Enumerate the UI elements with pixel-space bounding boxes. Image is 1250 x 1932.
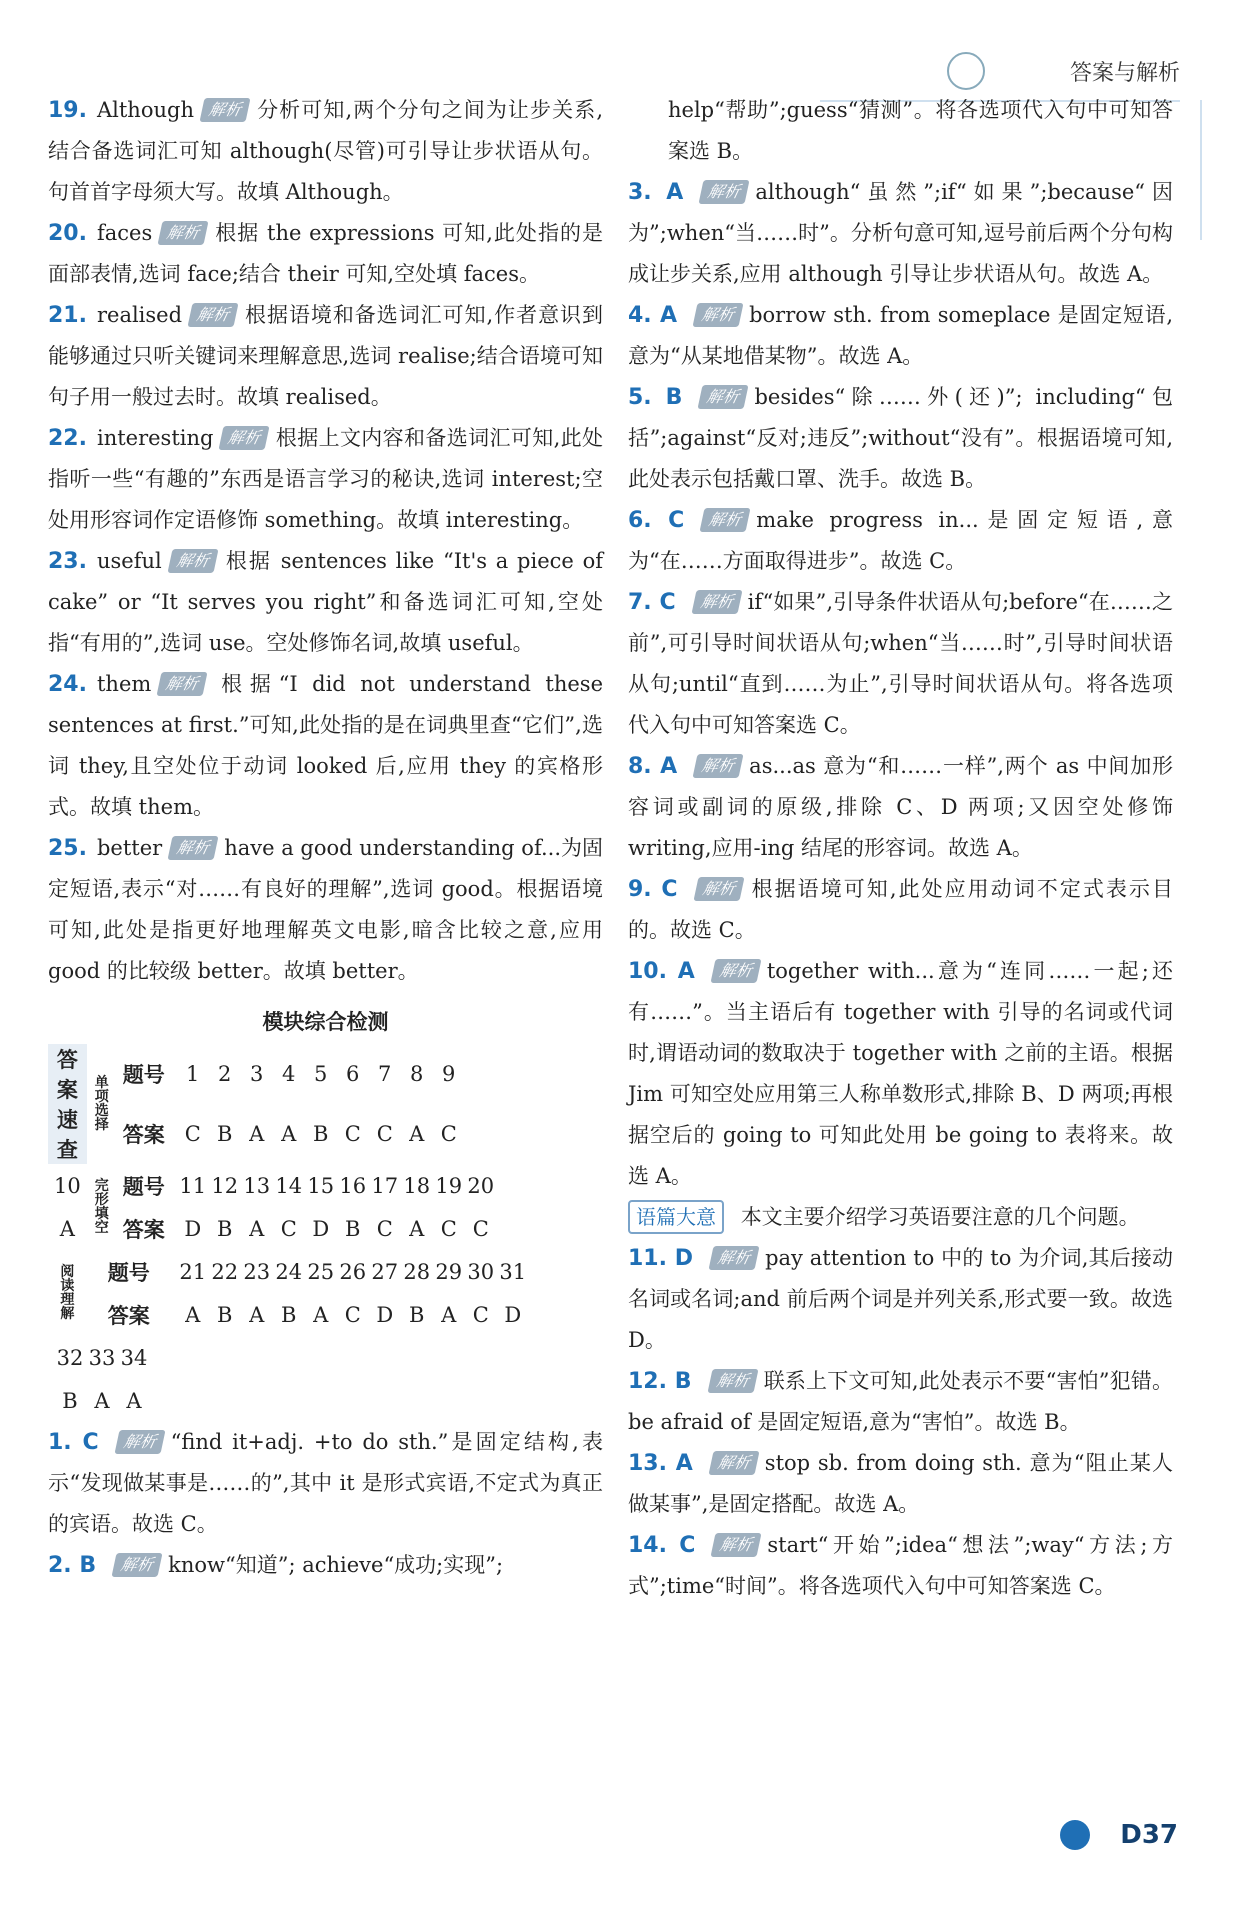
analysis-text: make progress in...是固定短语,意为“在……方面取得进步”。故选 C。 <box>628 508 1173 573</box>
answer-entry <box>628 869 1173 951</box>
q-label-3: 题号 <box>107 1260 150 1285</box>
answer-entry <box>628 1525 1173 1607</box>
table-cell: 32 <box>56 1345 84 1370</box>
analysis-tag: 解析 <box>707 1369 758 1393</box>
q-label-2: 题号 <box>122 1174 165 1199</box>
table-cell: 27 <box>371 1259 399 1284</box>
table-cell: 5 <box>314 1062 328 1086</box>
table-cell: 34 <box>120 1345 148 1370</box>
summary <box>628 1197 1173 1238</box>
answer-entry <box>48 664 603 828</box>
table-cell: C <box>376 1122 393 1146</box>
summary-text: 本文主要介绍学习英语要注意的几个问题。 <box>740 1205 1140 1229</box>
right-intro: help“帮助”;guess“猜测”。将各选项代入句中可知答案选 B。 <box>668 98 1173 163</box>
a-label-3: 答案 <box>107 1303 150 1328</box>
analysis-tag: 解析 <box>698 385 749 409</box>
left-items-2 <box>48 1422 603 1586</box>
analysis-tag: 解析 <box>168 836 219 860</box>
answer-entry <box>628 951 1173 1197</box>
question-number: 1. C <box>48 1430 99 1455</box>
right-column <box>628 90 1173 1607</box>
analysis-tag: 解析 <box>693 303 744 327</box>
table-cell: 29 <box>435 1259 463 1284</box>
q-label-1: 题号 <box>122 1063 165 1087</box>
table-cell: B <box>217 1302 233 1327</box>
analysis-text: 分析可知,两个分句之间为让步关系,结合备选词汇可知 although(尽管)可引导让步状语从句。句首首字母须大写。故填 Although。 <box>48 98 603 204</box>
analysis-tag: 解析 <box>114 1430 165 1454</box>
table-cell: 1 <box>186 1062 200 1086</box>
right-items-2 <box>628 1238 1173 1607</box>
analysis-text: 联系上下文可知,此处表示不要“害怕”犯错。be afraid of 是固定短语,意为“害怕”。故选 B。 <box>628 1369 1173 1434</box>
table-cell: A <box>409 1216 425 1241</box>
table-cell: A <box>185 1302 201 1327</box>
tail-q-row <box>48 1336 535 1379</box>
header-vertical-line <box>1200 100 1202 240</box>
table-cell: 13 <box>243 1173 271 1198</box>
analysis-tag: 解析 <box>699 180 750 204</box>
question-number: 9. C <box>628 877 678 902</box>
table-cell: C <box>472 1216 489 1241</box>
question-number: 20. <box>48 221 87 246</box>
group-label-3: 阅读理解 <box>60 1264 75 1322</box>
left-items <box>48 90 603 992</box>
table-cell: C <box>472 1302 489 1327</box>
analysis-tag: 解析 <box>711 1533 762 1557</box>
analysis-tag: 解析 <box>112 1553 163 1577</box>
summary-label: 语篇大意 <box>628 1200 724 1234</box>
table-cell: 33 <box>88 1345 116 1370</box>
analysis-text: 根据“I did not understand these sentences at first.”可知,此处指的是在词典里查“它们”,选词 they,且空处位于动词 looked 后,应用 they 的宾格形式。故填 them。 <box>48 672 603 819</box>
answer-entry <box>628 746 1173 869</box>
table-cell: D <box>184 1216 202 1241</box>
table-cell: 30 <box>467 1259 495 1284</box>
answer-entry <box>48 1545 603 1586</box>
table-cell: A <box>126 1388 142 1413</box>
analysis-tag: 解析 <box>158 221 209 245</box>
answer-entry <box>48 295 603 418</box>
table-cell: B <box>217 1122 233 1146</box>
table-cell: D <box>376 1302 394 1327</box>
question-number: 23. <box>48 549 87 574</box>
table-cell: 23 <box>243 1259 271 1284</box>
answer-word: realised <box>96 303 183 327</box>
analysis-text: have a good understanding of...为固定短语,表示“对……有良好的理解”,选词 good。根据语境可知,此处是指更好地理解英文电影,暗含比较之意,应用 good 的比较级 better。故填 better。 <box>48 836 603 983</box>
question-number: 3. A <box>628 180 684 205</box>
question-number: 8. A <box>628 754 678 779</box>
answer-entry <box>48 541 603 664</box>
table-cell: 17 <box>371 1173 399 1198</box>
analysis-text: 根据 sentences like “It's a piece of cake” or “It serves you right”和备选词汇可知,空处指“有用的”,选词 use。空处修饰名词,故填 useful。 <box>48 549 603 655</box>
table-cell: 26 <box>339 1259 367 1284</box>
table-cell: A <box>249 1122 265 1146</box>
analysis-tag: 解析 <box>693 877 744 901</box>
answer-entry <box>628 172 1173 295</box>
answer-entry <box>628 1443 1173 1525</box>
table-cell: 18 <box>403 1173 431 1198</box>
answer-word: interesting <box>96 426 214 450</box>
table-cell: 12 <box>211 1173 239 1198</box>
table-cell: B <box>409 1302 425 1327</box>
table-cell: B <box>313 1122 329 1146</box>
question-number: 6. C <box>628 508 685 533</box>
question-number: 25. <box>48 836 87 861</box>
table-cell: A <box>313 1302 329 1327</box>
table-cell: A <box>249 1302 265 1327</box>
analysis-text: “find it+adj. +to do sth.”是固定结构,表示“发现做某事是……的”,其中 it 是形式宾语,不定式为真正的宾语。故选 C。 <box>48 1430 603 1536</box>
q-row-2 <box>171 1164 535 1207</box>
question-number: 10. A <box>628 959 695 984</box>
table-cell: C <box>344 1122 361 1146</box>
question-number: 11. D <box>628 1246 694 1271</box>
answer-entry <box>48 1422 603 1545</box>
tail-a-row <box>48 1379 535 1422</box>
table-cell: 11 <box>179 1173 207 1198</box>
header-title: 答案与解析 <box>1069 61 1180 86</box>
table-cell: C <box>440 1122 457 1146</box>
table-cell: C <box>280 1216 297 1241</box>
group-label-2: 完形填空 <box>94 1178 109 1236</box>
table-cell: 14 <box>275 1173 303 1198</box>
table-cell: 8 <box>410 1062 424 1086</box>
answer-entry <box>628 295 1173 377</box>
table-cell: C <box>344 1302 361 1327</box>
answer-entry <box>48 418 603 541</box>
table-cell: 16 <box>339 1173 367 1198</box>
answer-entry <box>628 1238 1173 1361</box>
answer-table <box>48 1044 535 1422</box>
answer-entry <box>628 377 1173 500</box>
answer-word: them <box>96 672 152 696</box>
analysis-text: 根据上文内容和备选词汇可知,此处指听一些“有趣的”东西是语言学习的秘诀,选词 interest;空处用形容词作定语修饰 something。故填 interesting。 <box>48 426 603 532</box>
analysis-tag: 解析 <box>700 508 751 532</box>
a-label-2: 答案 <box>122 1217 165 1242</box>
header-icon <box>947 52 985 90</box>
table-cell: 2 <box>218 1062 232 1086</box>
table-cell: 25 <box>307 1259 335 1284</box>
analysis-tag: 解析 <box>219 426 270 450</box>
analysis-text: 根据 the expressions 可知,此处指的是面部表情,选词 face;结合 their 可知,空处填 faces。 <box>48 221 603 286</box>
table-cell: A <box>409 1122 425 1146</box>
analysis-tag: 解析 <box>693 754 744 778</box>
question-number: 12. B <box>628 1369 692 1394</box>
table-cell: C <box>184 1122 201 1146</box>
table-cell: D <box>312 1216 330 1241</box>
table-cell: 20 <box>467 1173 495 1198</box>
group-label-1: 单项选择 <box>94 1075 109 1133</box>
quick-label: 答案 速查 <box>48 1044 87 1164</box>
answer-word: faces <box>96 221 153 245</box>
table-cell: D <box>504 1302 522 1327</box>
right-items <box>628 172 1173 1197</box>
a-row-1 <box>171 1104 535 1164</box>
table-cell: C <box>376 1216 393 1241</box>
question-number: 2. B <box>48 1553 97 1578</box>
analysis-text: start“开始”;idea“想法”;way“方法;方式”;time“时间”。将各选项代入句中可知答案选 C。 <box>628 1533 1173 1598</box>
table-cell: A <box>94 1388 110 1413</box>
question-number: 13. A <box>628 1451 693 1476</box>
analysis-tag: 解析 <box>167 549 218 573</box>
analysis-tag: 解析 <box>709 1246 760 1270</box>
question-number: 5. B <box>628 385 683 410</box>
analysis-tag: 解析 <box>710 959 761 983</box>
table-cell: B <box>217 1216 233 1241</box>
answer-entry <box>628 582 1173 746</box>
table-cell: 9 <box>442 1062 456 1086</box>
analysis-text: if“如果”,引导条件状语从句;before“在……之前”,可引导时间状语从句;when“当……时”,引导时间状语从句;until“直到……为止”,引导时间状语从句。将各选项代入句中可知答案选 C。 <box>628 590 1173 737</box>
question-number: 24. <box>48 672 87 697</box>
analysis-text: pay attention to 中的 to 为介词,其后接动名词或名词;and 前后两个词是并列关系,形式要一致。故选 D。 <box>628 1246 1173 1352</box>
analysis-text: as...as 意为“和……一样”,两个 as 中间加形容词或副词的原级,排除 C、D 两项;又因空处修饰 writing,应用-ing 结尾的形容词。故选 A。 <box>628 754 1173 860</box>
question-number: 14. C <box>628 1533 696 1558</box>
table-cell: 22 <box>211 1259 239 1284</box>
q-row-1 <box>171 1044 535 1104</box>
page-number-icon <box>1060 1820 1090 1850</box>
analysis-tag: 解析 <box>708 1451 759 1475</box>
question-number: 4. A <box>628 303 678 328</box>
answer-entry <box>628 500 1173 582</box>
analysis-text: know“知道”; achieve“成功;实现”; <box>168 1553 504 1577</box>
table-cell: A <box>281 1122 297 1146</box>
page-number: D37 <box>1120 1820 1178 1850</box>
analysis-tag: 解析 <box>691 590 742 614</box>
lead-q: 10 <box>54 1173 81 1198</box>
table-cell: B <box>281 1302 297 1327</box>
answer-word: better <box>96 836 163 860</box>
analysis-text: 根据语境和备选词汇可知,作者意识到能够通过只听关键词来理解意思,选词 realise;结合语境可知句子用一般过去时。故填 realised。 <box>48 303 603 409</box>
a-row-2 <box>171 1207 535 1250</box>
table-cell: A <box>249 1216 265 1241</box>
table-cell: 4 <box>282 1062 296 1086</box>
a-label-1: 答案 <box>122 1123 165 1147</box>
table-cell: B <box>62 1388 78 1413</box>
table-cell: 28 <box>403 1259 431 1284</box>
table-cell: 6 <box>346 1062 360 1086</box>
question-number: 21. <box>48 303 87 328</box>
a-row-3 <box>171 1293 535 1336</box>
question-number: 7. C <box>628 590 676 615</box>
answer-entry <box>628 1361 1173 1443</box>
analysis-text: stop sb. from doing sth. 意为“阻止某人做某事”,是固定搭配。故选 A。 <box>628 1451 1173 1516</box>
answer-entry <box>48 213 603 295</box>
analysis-text: together with...意为“连同……一起;还有……”。当主语后有 together with 引导的名词或代词时,谓语动词的数取决于 together with 之前的主语。根据 Jim 可知空处应用第三人称单数形式,排除 B、D 两项;再根据空后的 going to 可知此处用 be going to 表将来。故选 A。 <box>628 959 1173 1188</box>
analysis-text: besides“除……外(还)”; including“包括”;against“反对;违反”;without“没有”。根据语境可知,此处表示包括戴口罩、洗手。故选 B。 <box>628 385 1173 491</box>
table-cell: A <box>441 1302 457 1327</box>
table-cell: 7 <box>378 1062 392 1086</box>
analysis-tag: 解析 <box>157 672 208 696</box>
table-cell: 24 <box>275 1259 303 1284</box>
answer-word: Although <box>96 98 194 122</box>
answer-entry <box>48 90 603 213</box>
lead-a: A <box>59 1216 75 1241</box>
table-cell: 19 <box>435 1173 463 1198</box>
table-cell: 3 <box>250 1062 264 1086</box>
table-cell: C <box>440 1216 457 1241</box>
table-cell: 31 <box>499 1259 527 1284</box>
analysis-tag: 解析 <box>199 98 250 122</box>
analysis-text: although“虽然”;if“如果”;because“因为”;when“当……时”。分析句意可知,逗号前后两个分句构成让步关系,应用 although 引导让步状语从句。故选 A。 <box>628 180 1173 286</box>
table-cell: B <box>345 1216 361 1241</box>
q-row-3 <box>171 1250 535 1293</box>
question-number: 22. <box>48 426 87 451</box>
question-number: 19. <box>48 98 87 123</box>
left-column <box>48 90 603 1586</box>
table-cell: 15 <box>307 1173 335 1198</box>
analysis-tag: 解析 <box>188 303 239 327</box>
answer-entry <box>48 828 603 992</box>
table-cell: 21 <box>179 1259 207 1284</box>
analysis-text: 根据语境可知,此处应用动词不定式表示目的。故选 C。 <box>628 877 1173 942</box>
section-title: 模块综合检测 <box>262 1010 389 1034</box>
answer-word: useful <box>96 549 162 573</box>
analysis-text: borrow sth. from someplace 是固定短语,意为“从某地借某物”。故选 A。 <box>628 303 1173 368</box>
